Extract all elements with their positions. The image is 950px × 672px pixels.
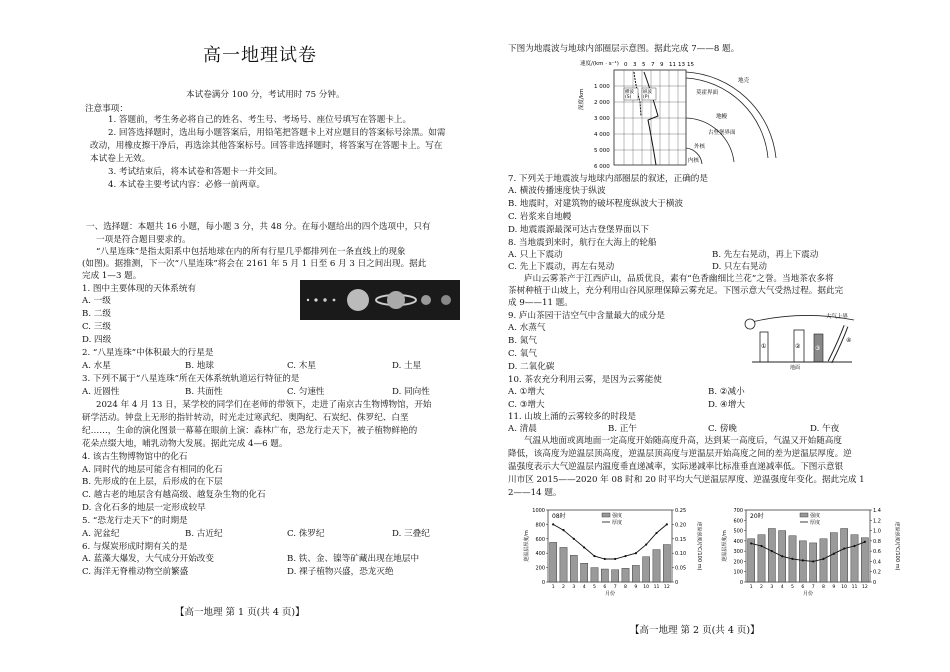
y2-tick-label: 0.2 (873, 569, 881, 576)
option: A. 只上下震动 (508, 250, 563, 260)
y2-axis-label: 逆温强度/(℃/100 m) (696, 521, 702, 571)
y-tick-label: 800 (535, 522, 545, 529)
option: C. 海洋无脊椎动物空前繁盛 (82, 567, 189, 577)
option: B. 共面性 (185, 387, 223, 397)
x-tick-label: 6 (603, 585, 607, 590)
y2-tick-label: 1.2 (873, 518, 881, 525)
option: B. 正午 (608, 424, 637, 434)
x-tick-label: 9 (634, 585, 638, 590)
svg-text:1 000: 1 000 (594, 84, 610, 90)
x-tick-label: 3 (572, 585, 576, 590)
option: C. 先上下震动，再左右晃动 (508, 262, 615, 272)
line-point (781, 555, 783, 557)
line-point (750, 542, 752, 544)
y-tick-label: 400 (535, 551, 545, 558)
line-point (655, 532, 657, 534)
s-wave-label: 横波(S) (625, 90, 634, 100)
svg-text:5: 5 (642, 62, 646, 68)
passage-line: 花朵点缀大地，哺乳动物大发展。据此完成 4—6 题。 (82, 439, 288, 449)
layer-mantle: 地幔 (716, 114, 728, 120)
bar (861, 538, 868, 582)
layer-inner-core: 内核 (688, 158, 700, 164)
bar (550, 542, 557, 582)
y2-tick-label: 0 (873, 580, 877, 586)
arrow-label: ② (795, 343, 801, 350)
y2-axis-label: 逆温强度/(℃/100 m) (894, 521, 900, 571)
option: D. 同向性 (392, 387, 430, 397)
question-2: 2. “八星连珠”中体积最大的行星是 (82, 348, 214, 358)
svg-text:3 000: 3 000 (594, 116, 610, 122)
speed-ticks (624, 62, 694, 68)
option: D. 四级 (82, 335, 112, 345)
option: A. 一级 (82, 296, 111, 306)
passage-line: 完成 1—3 题。 (82, 271, 142, 281)
question-9: 9. 庐山茶园干洁空气中含量最大的成分是 (508, 311, 666, 321)
line-point (843, 547, 845, 549)
svg-text:7: 7 (651, 62, 655, 68)
y2-tick-label: 0.05 (675, 565, 687, 572)
option: D. 只左右晃动 (712, 262, 768, 272)
layer-outer-core: 外核 (694, 144, 706, 150)
line-point (593, 555, 595, 557)
option: D. ④增大 (708, 400, 745, 410)
option: A. ①增大 (508, 387, 545, 397)
option: A. 同时代的地层可能含有相同的化石 (82, 465, 223, 475)
atmosphere-heating-figure (742, 312, 862, 370)
legend-label: 强度 (810, 513, 821, 519)
line-point (552, 523, 554, 525)
x-tick-label: 12 (663, 585, 670, 590)
passage-line: 2024 年 4 月 13 日，某学校的同学们在老师的带领下，走进了南京古生物博物馆，开始 (96, 400, 432, 410)
option: A. 近圆性 (82, 387, 120, 397)
option: B. 地震时，对建筑物的破坏程度纵波大于横波 (508, 199, 684, 209)
y2-tick-label: 1.0 (873, 528, 881, 535)
question-5: 5. “恐龙行走天下”的时期是 (82, 516, 188, 526)
x-tick-label: 11 (851, 585, 858, 590)
section-intro: 下图为地震波与地球内部圈层示意图。据此完成 7——8 题。 (508, 44, 740, 54)
y-tick-label: 600 (535, 536, 545, 543)
notice-line: 2. 回答选择题时，选出每小题答案后，用铅笔把答题卡上对应题目的答案标号涂黑。如需 (108, 128, 446, 138)
x-tick-label: 1 (551, 585, 555, 590)
option: B. ②减小 (708, 387, 745, 397)
arrow-label: ③ (815, 345, 821, 352)
option: B. 二级 (82, 309, 111, 319)
bar (601, 569, 608, 582)
planet-alignment-image (300, 280, 460, 320)
bar (581, 563, 588, 582)
svg-text:11: 11 (669, 62, 676, 68)
y-tick-label: 200 (733, 559, 743, 566)
option: A. 水星 (82, 361, 111, 371)
arrow-label: ④ (846, 337, 852, 344)
x-tick-label: 7 (811, 585, 815, 590)
passage-line: “八星连珠”是指太阳系中包括地球在内的所有行星几乎都排列在一条直线上的现象 (96, 247, 406, 257)
passage-line: 2——14 题。 (508, 488, 562, 498)
svg-text:5 000: 5 000 (594, 148, 610, 154)
option: C. 氧气 (508, 349, 537, 359)
notice-line: 改动，用橡皮擦干净后，再选涂其他答案标号。回答非选择题时，将答案写在答题卡上。写在 (90, 141, 443, 151)
svg-text:6 000: 6 000 (594, 164, 610, 170)
bar (612, 570, 619, 582)
y-tick-label: 500 (733, 528, 743, 535)
legend-label: 厚度 (612, 520, 623, 526)
option: C. ③增大 (508, 400, 545, 410)
x-tick-label: 8 (822, 585, 825, 590)
y-tick-label: 200 (535, 565, 545, 572)
line-point (833, 553, 835, 555)
svg-text:13: 13 (678, 62, 685, 68)
inversion-chart-08h (522, 504, 702, 596)
option: B. 先形成的在上层，后形成的在下层 (82, 477, 223, 487)
bar (653, 550, 660, 582)
line-point (562, 529, 564, 531)
line-point (624, 555, 626, 557)
passage-line: 纪……，生命的演化图景一幕幕在眼前上演：森林广布，恐龙行走天下，被子植物鲜艳的 (82, 426, 418, 436)
bar (663, 545, 670, 582)
layer-moho: 莫霍界面 (696, 90, 719, 96)
svg-text:3: 3 (633, 62, 637, 68)
bar (643, 557, 650, 582)
layer-gutenberg: 古登堡界面 (708, 130, 736, 136)
x-tick-label: 9 (832, 585, 836, 590)
option: D. 裸子植物兴盛，恐龙灭绝 (287, 567, 394, 577)
option: C. 木星 (287, 361, 316, 371)
y2-tick-label: 1.4 (873, 508, 881, 514)
passage-line: 庐山云雾茶产于江西庐山，品质优良，素有“色香幽细比兰花”之誉。当地茶农多将 (524, 274, 834, 284)
bar (830, 533, 837, 582)
x-tick-label: 5 (791, 585, 794, 590)
option: A. 清晨 (508, 424, 537, 434)
x-tick-label: 11 (653, 585, 660, 590)
ground-label: 地面 (790, 365, 801, 370)
option: D. 地震震源最深可达古登堡界面以下 (508, 225, 649, 235)
panel-label: 20时 (750, 513, 764, 520)
passage-line: 温强度表示大气逆温层内温度垂直递减率，实际递减率比标准垂直递减率低。下图示意银 (508, 462, 844, 472)
y-axis-label: 逆温层厚度/m (524, 530, 530, 562)
option: C. 匀速性 (287, 387, 325, 397)
y2-tick-label: 0.15 (675, 536, 687, 543)
option: D. 土星 (392, 361, 422, 371)
option: B. 氮气 (508, 336, 537, 346)
question-8: 8. 当地震到来时，航行在大海上的轮船 (508, 238, 657, 248)
option: D. 三叠纪 (392, 529, 430, 539)
passage-line: 成 9——11 题。 (508, 298, 573, 308)
x-axis-label: 月份 (604, 591, 616, 596)
notice-line: 4. 本试卷主要考试内容：必修一前两章。 (108, 180, 266, 190)
depth-ticks (594, 84, 610, 170)
panel-label: 08时 (552, 513, 566, 520)
y-tick-label: 0 (541, 580, 545, 586)
x-tick-label: 2 (760, 585, 763, 590)
page-title: 高一地理试卷 (203, 45, 317, 66)
svg-text:15: 15 (687, 62, 694, 68)
option: C. 傍晚 (708, 424, 737, 434)
svg-text:0: 0 (624, 62, 628, 68)
line-point (802, 559, 804, 561)
x-tick-label: 7 (613, 585, 617, 590)
x-tick-label: 3 (770, 585, 774, 590)
option: C. 岩浆来自地幔 (508, 212, 572, 222)
question-4: 4. 该古生物博物馆中的化石 (82, 452, 188, 462)
p-wave-label: 纵波(P) (643, 90, 652, 100)
y-tick-label: 700 (733, 508, 743, 514)
legend-label: 强度 (612, 513, 623, 519)
option: A. 蓝藻大爆发，大气成分开始改变 (82, 554, 214, 564)
question-3: 3. 下列不属于“八星连珠”所在天体系统轨道运行特征的是 (82, 374, 300, 384)
passage-line: 茶树种植于山坡上，充分利用山谷风原理保障云雾充足。下图示意大气受热过程。据此完 (508, 286, 844, 296)
line-point (666, 523, 668, 525)
section-heading: 一项是符合题目要求的。 (96, 235, 191, 245)
notice-heading: 注意事项： (85, 104, 128, 114)
option: D. 午夜 (810, 424, 840, 434)
option: B. 古近纪 (185, 529, 223, 539)
question-1: 1. 图中主要体现的天体系统有 (82, 284, 197, 294)
x-tick-label: 5 (593, 585, 596, 590)
exam-subtitle: 本试卷满分 100 分，考试用时 75 分钟。 (186, 90, 345, 100)
notice-line: 1. 答题前，考生务必将自己的姓名、考生号、考场号、座位号填写在答题卡上。 (108, 115, 412, 125)
line-point (573, 538, 575, 540)
arrow-label: ① (761, 343, 767, 350)
x-axis-label: 月份 (802, 591, 814, 596)
y-axis-label: 逆温层厚度/m (722, 530, 728, 562)
y2-tick-label: 0.8 (873, 538, 881, 545)
depth-axis-label: 深度/km (579, 88, 585, 110)
bar (570, 555, 577, 582)
line-point (604, 558, 606, 560)
line-point (771, 550, 773, 552)
line-point (864, 541, 866, 543)
svg-text:9: 9 (660, 62, 664, 68)
line-point (822, 558, 824, 560)
layer-crust: 地壳 (738, 78, 750, 84)
y2-tick-label: 0.6 (873, 549, 881, 556)
passage-line: 研学活动。钟盘上无形的指针转动，时光走过寒武纪、奥陶纪、石炭纪、侏罗纪、白垩 (82, 413, 409, 423)
bar (632, 565, 639, 582)
passage-line: 气温从地面或离地面一定高度开始随高度升高，达到某一高度后，气温又开始随高度 (524, 436, 842, 446)
x-tick-label: 6 (801, 585, 805, 590)
y2-tick-label: 0 (675, 580, 679, 586)
bar (560, 547, 567, 582)
page-2 (480, 0, 950, 672)
option: D. 二氧化碳 (508, 362, 555, 372)
option: B. 铁、金、镍等矿藏出现在地层中 (287, 554, 420, 564)
line-point (791, 558, 793, 560)
question-7: 7. 下列关于地震波与地球内部圈层的叙述，正确的是 (508, 174, 708, 184)
line-point (635, 552, 637, 554)
x-tick-label: 4 (780, 585, 784, 590)
y2-tick-label: 0.25 (675, 508, 687, 514)
x-tick-label: 12 (861, 585, 868, 590)
option: D. 含化石多的地层一定形成较早 (82, 503, 206, 513)
y2-tick-label: 0.10 (675, 551, 687, 558)
line-point (645, 543, 647, 545)
y2-tick-label: 0.20 (675, 522, 687, 529)
legend-label: 厚度 (810, 520, 821, 526)
passage-line: 降低，该高度为逆温层顶高度，逆温层顶高度与逆温层开始高度之间的差为逆温层厚度。逆 (508, 449, 852, 459)
passage-line: (如图)。据推测，下一次“八星连珠”将会在 2161 年 5 月 1 日至 6 月 3 日之间出现。据此 (82, 259, 427, 269)
y-tick-label: 1000 (532, 508, 545, 514)
option: B. 先左右晃动，再上下震动 (712, 250, 819, 260)
bar (851, 535, 858, 582)
svg-text:2 000: 2 000 (594, 100, 610, 106)
line-point (583, 546, 585, 548)
option: A. 泥盆纪 (82, 529, 120, 539)
question-10: 10. 茶农充分利用云雾，是因为云雾能使 (508, 375, 662, 385)
notice-line: 3. 考试结束后，将本试卷和答题卡一并交回。 (108, 167, 283, 177)
x-tick-label: 10 (643, 585, 650, 590)
bar (591, 568, 598, 582)
option: C. 侏罗纪 (287, 529, 325, 539)
y-tick-label: 400 (733, 538, 743, 545)
section-heading: 一、选择题：本题共 16 小题，每小题 3 分，共 48 分。在每小题给出的四个选项中，只有 (86, 222, 431, 232)
legend-swatch-bar (602, 513, 610, 517)
notice-line: 本试卷上无效。 (90, 154, 151, 164)
line-point (760, 545, 762, 547)
passage-line: 川市区 2015——2020 年 08 时和 20 时平均大气逆温层厚度、逆温强度年变化。据此完成 1 (508, 475, 865, 485)
x-tick-label: 10 (841, 585, 848, 590)
speed-axis-label: 速度/(km · s⁻¹) (580, 61, 619, 67)
bar (622, 568, 629, 582)
line-point (853, 545, 855, 547)
line-point (614, 558, 616, 560)
x-tick-label: 1 (749, 585, 753, 590)
y-tick-label: 600 (733, 518, 743, 525)
bar (841, 529, 848, 582)
page-footer: 【高一地理 第 1 页(共 4 页)】 (175, 607, 305, 618)
bar (758, 535, 765, 582)
inversion-chart-20h (720, 504, 900, 596)
line-point (812, 560, 814, 562)
sun-icon (745, 319, 755, 329)
x-tick-label: 4 (582, 585, 586, 590)
top-atmosphere-label: 大气上界 (826, 314, 849, 320)
question-11: 11. 山坡上涌的云雾较多的时段是 (508, 412, 637, 422)
page-footer: 【高一地理 第 2 页(共 4 页)】 (630, 625, 760, 636)
line-series (553, 524, 667, 559)
x-tick-label: 8 (624, 585, 627, 590)
option: A. 水蒸气 (508, 323, 546, 333)
x-tick-label: 2 (562, 585, 565, 590)
bar (768, 529, 775, 582)
option: A. 横波传播速度快于纵波 (508, 186, 606, 196)
legend-swatch-bar (800, 513, 808, 517)
y2-tick-label: 0.4 (873, 559, 881, 566)
y-tick-label: 0 (739, 580, 743, 586)
svg-text:4 000: 4 000 (594, 132, 610, 138)
option: C. 越古老的地层含有越高级、越复杂生物的化石 (82, 490, 266, 500)
option: C. 三级 (82, 322, 111, 332)
seismic-wave-figure (578, 58, 778, 172)
question-6: 6. 与煤炭形成时期有关的是 (82, 542, 188, 552)
bar (748, 539, 755, 582)
y-tick-label: 100 (733, 569, 743, 576)
bar (820, 539, 827, 582)
option: B. 地球 (185, 361, 214, 371)
y-tick-label: 300 (733, 549, 743, 556)
